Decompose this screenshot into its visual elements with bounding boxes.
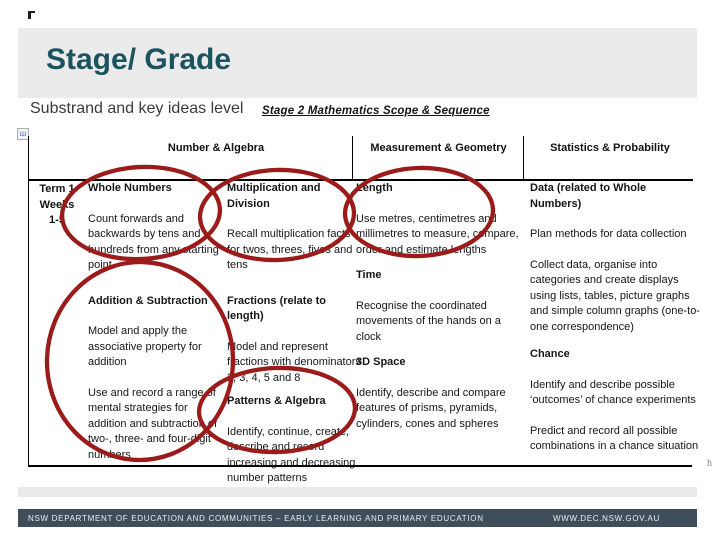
footer-gray-strip	[18, 487, 697, 497]
cell-heading: Multiplication and Division	[227, 182, 321, 210]
page-title: Stage/ Grade	[46, 43, 232, 76]
term-line: Weeks	[39, 198, 75, 211]
cell-text: Predict and record all possible combinations in a chance situation	[530, 424, 699, 452]
cell-heading: Length	[356, 182, 393, 194]
cell-text: Model and apply the associative property for addition	[88, 325, 202, 368]
column-statistics-probability	[530, 181, 700, 455]
cell-text: Recall multiplication facts for twos, threes, fives and tens	[227, 228, 353, 271]
cell-whole-numbers	[88, 181, 222, 274]
cell-text: Identify, describe and compare features of prisms, pyramids, cylinders, cones and spheres	[356, 386, 506, 430]
cell-3d-space	[356, 355, 524, 432]
cell-text: Collect data, organise into categories and create displays using lists, tables, picture graphs and simple column graphs (one-to-one correspondence)	[530, 258, 700, 333]
title-band	[18, 28, 697, 98]
cell-text: Plan methods for data collection	[530, 228, 687, 240]
cell-heading: Fractions (relate to length)	[227, 294, 327, 322]
footer-bar	[18, 509, 697, 527]
cell-data	[530, 181, 700, 335]
table-header-separator-1	[352, 136, 353, 180]
footer-department-text: NSW DEPARTMENT OF EDUCATION AND COMMUNITIES – EARLY LEARNING AND PRIMARY EDUCATION	[28, 513, 484, 523]
cell-heading: Time	[356, 269, 382, 281]
cell-time	[356, 268, 524, 345]
cell-fractions	[227, 294, 361, 387]
table-resize-handle-artifact: h	[707, 458, 712, 469]
cell-text: Recognise the coordinated movements of the hands on a clock	[356, 299, 501, 343]
cell-heading: Chance	[530, 348, 570, 360]
cell-text: Identify, continue, create, describe and record increasing and decreasing number patterns	[227, 425, 356, 484]
cell-text: Model and represent fractions with denominators 2, 3, 4, 5 and 8	[227, 340, 361, 384]
cell-text: Identify and describe possible ‘outcomes’ of chance experiments	[530, 378, 696, 406]
corner-artifact	[28, 11, 35, 19]
column-number-algebra-2	[227, 181, 361, 487]
term-line: Term 1	[39, 183, 75, 195]
column-measurement-geometry	[356, 181, 524, 432]
column-header-number-algebra: Number & Algebra	[167, 142, 265, 154]
footer-website-text: WWW.DEC.NSW.GOV.AU	[553, 513, 660, 523]
cell-length	[356, 181, 524, 258]
cell-multiplication-division	[227, 181, 361, 274]
term-label	[33, 182, 81, 229]
cell-heading: Whole Numbers	[88, 182, 172, 194]
object-anchor-icon: ш	[17, 128, 29, 140]
cell-addition-subtraction	[88, 294, 222, 464]
cell-text: Count forwards and backwards by tens and hundreds from any starting point	[88, 212, 219, 271]
subtitle-text: Substrand and key ideas level	[30, 100, 244, 117]
column-header-statistics-probability: Statistics & Probability	[550, 142, 670, 154]
cell-heading: Addition & Subtraction	[88, 294, 208, 307]
table-border-left	[28, 136, 29, 467]
table-header-separator-2	[523, 136, 524, 180]
cell-chance	[530, 347, 700, 455]
column-number-algebra-1	[88, 181, 222, 463]
term-line: 1-5	[49, 214, 65, 226]
column-header-measurement-geometry: Measurement & Geometry	[370, 142, 507, 154]
cell-text: Use and record a range of mental strategies for addition and subtraction of two-, three- and four-digit numbers	[88, 386, 218, 461]
cell-text: Use metres, centimetres and millimetres to measure, compare, order and estimate lengths	[356, 212, 519, 256]
cell-heading: Data (related to Whole Numbers)	[530, 182, 647, 210]
cell-heading: 3D Space	[356, 356, 406, 368]
cell-patterns-algebra	[227, 394, 361, 487]
cell-heading: Patterns & Algebra	[227, 395, 326, 407]
document-title-link[interactable]: Stage 2 Mathematics Scope & Sequence	[262, 105, 490, 117]
